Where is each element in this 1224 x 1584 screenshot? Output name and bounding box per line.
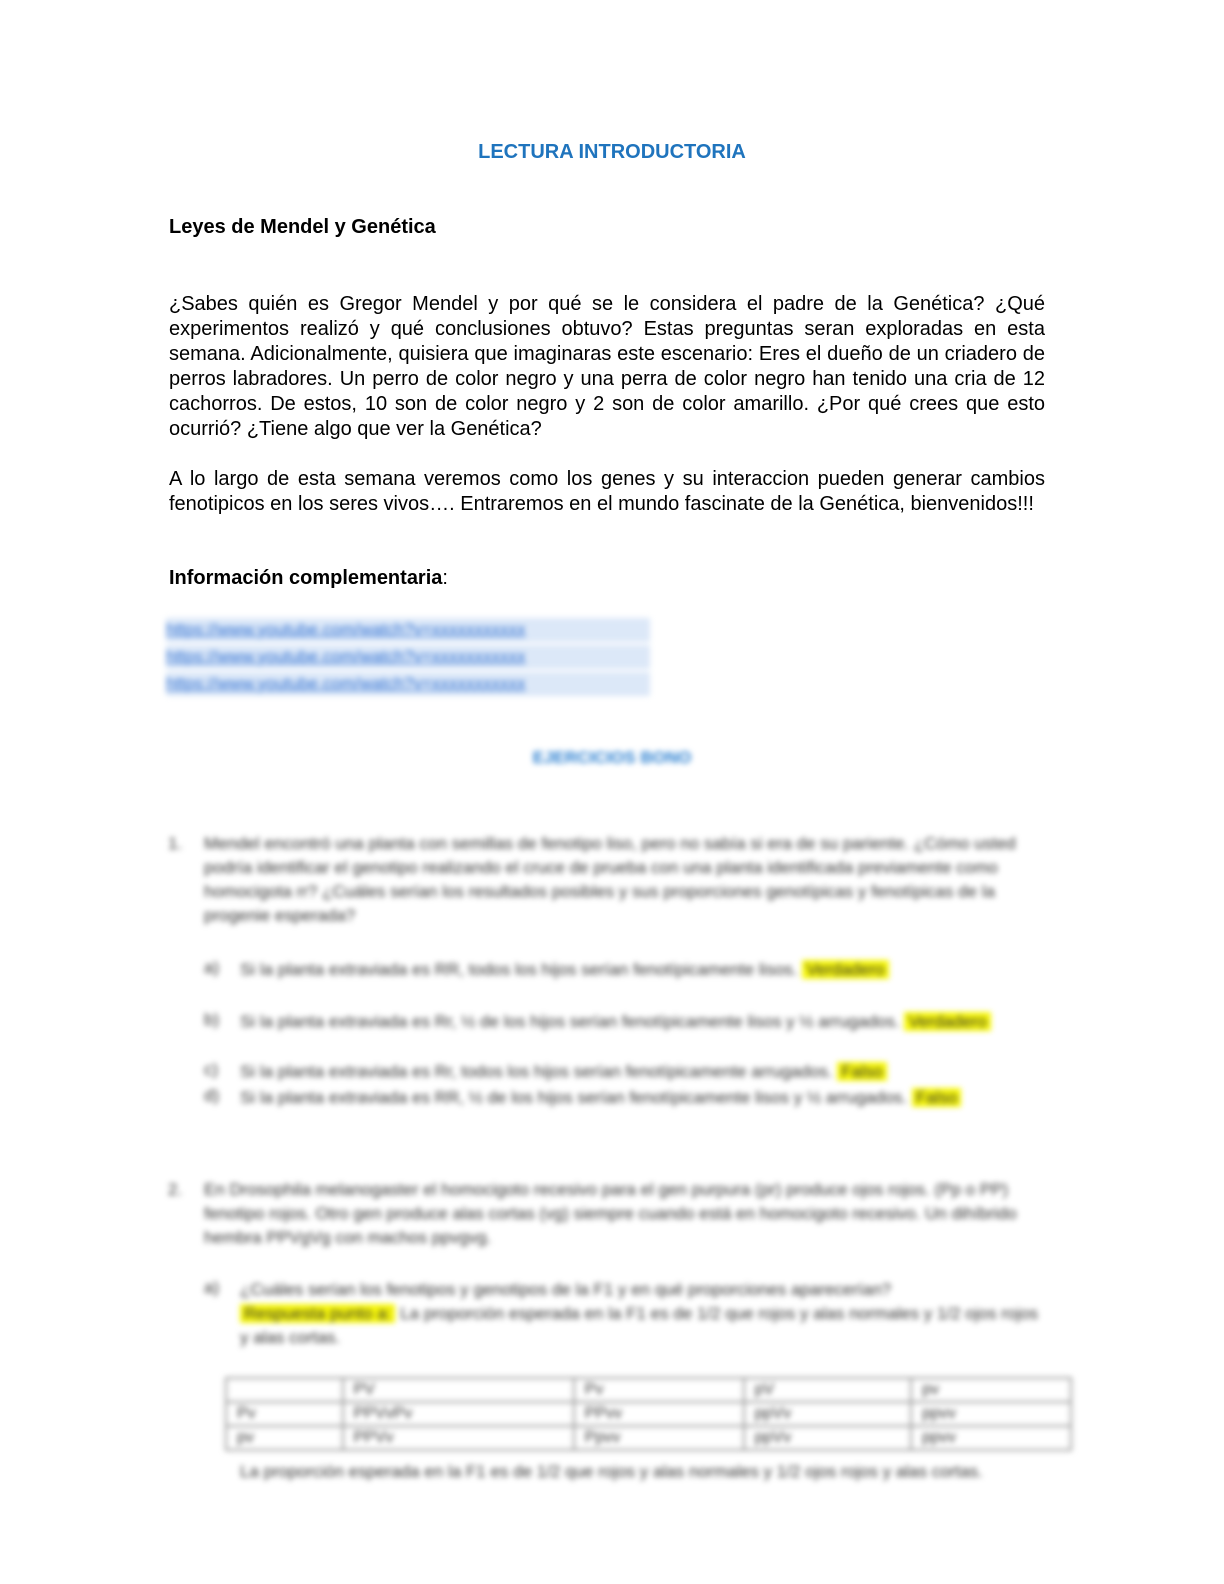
answer-text: La proporción esperada en la F1 es de 1/2 que rojos y alas normales y 1/2 ojos rojos y alas cortas. <box>240 1304 1039 1347</box>
table-cell: PV <box>343 1378 574 1402</box>
info-label: Información complementaria <box>169 567 443 589</box>
info-heading <box>169 567 448 590</box>
table-cell: ppvv <box>911 1426 1071 1450</box>
table-cell: ppvv <box>911 1402 1071 1426</box>
item-label: b) <box>204 1010 220 1029</box>
answer-label-highlight: Respuesta punto a: <box>240 1304 395 1323</box>
table-cell <box>226 1378 343 1402</box>
page-title: LECTURA INTRODUCTORIA <box>478 141 746 163</box>
table-cell: PPvv <box>574 1402 744 1426</box>
item-text <box>240 1010 1040 1034</box>
link-list <box>166 618 650 699</box>
conclusion-text: La proporción esperada en la F1 es de 1/2 que rojos y alas normales y 1/2 ojos rojos y alas cortas. <box>240 1462 983 1481</box>
item-statement: Si la planta extraviada es RR, todos los hijos serían fenotípicamente lisos. <box>240 960 798 979</box>
item-text <box>240 1060 1040 1084</box>
item-label: a) <box>204 958 220 977</box>
item-label: a) <box>204 1278 220 1297</box>
question-text: Mendel encontró una planta con semillas de fenotipo liso, pero no sabía si era de su pariente. ¿Cómo usted podría identificar el genotipo realizando el cruce de prueba con una planta identificada previamente como homocigota rr? ¿Cuáles serían los resultados posibles y sus proporciones genotípicas y fenotípicas de la progenie esperada? <box>204 834 1016 925</box>
question-text: En Drosophila melanogaster el homocigoto recesivo para el gen purpura (pr) produce ojos rojos. (Pp o PP) fenotipo rojos. Otro gen produce alas cortas (vg) siempre cuando está en homocigoto recesivo. Un dihíbrido hembra PPVgVg con machos ppvgvg. <box>204 1180 1017 1247</box>
item-text <box>240 958 1040 982</box>
table-row <box>226 1378 1071 1402</box>
table-cell: Pv <box>574 1378 744 1402</box>
table-cell: pV <box>744 1378 911 1402</box>
video-link[interactable]: https://www.youtube.com/watch?v=xxxxxxxxxxx <box>166 672 650 696</box>
video-link[interactable]: https://www.youtube.com/watch?v=xxxxxxxxxxx <box>166 645 650 669</box>
item-text <box>240 1086 1040 1110</box>
answer-highlight: Verdadero <box>802 960 888 979</box>
intro-paragraph-1: ¿Sabes quién es Gregor Mendel y por qué se le considera el padre de la Genética? ¿Qué experimentos realizó y qué conclusiones obtuvo? Estas preguntas seran exploradas en esta semana. Adicionalmente, quisiera que imaginaras este escenario: Eres el dueño de un criadero de perros labradores. Un perro de color negro y una perra de color negro han tenido una cria de 12 cachorros. De estos, 10 son de color negro y 2 son de color amarillo. ¿Por qué crees que esto ocurrió? ¿Tiene algo que ver la Genética? <box>169 293 1045 440</box>
exercises-title: EJERCICIOS BONO <box>532 748 692 767</box>
item-statement: Si la planta extraviada es Rr, todos los hijos serían fenotípicamente arrugados. <box>240 1062 833 1081</box>
table-cell: Pv <box>226 1402 343 1426</box>
intro-paragraph-2: A lo largo de esta semana veremos como los genes y su interaccion pueden generar cambios fenotipicos en los seres vivos…. Entraremos en el mundo fascinate de la Genética, bienvenidos!!! <box>169 468 1045 515</box>
punnett-table <box>225 1377 1072 1451</box>
table-cell: pv <box>226 1426 343 1450</box>
item-statement: ¿Cuáles serían los fenotipos y genotipos de la F1 y en qué proporciones aparecerían? <box>240 1280 892 1299</box>
section-heading: Leyes de Mendel y Genética <box>169 216 436 238</box>
item-label: c) <box>204 1060 219 1079</box>
table-cell: PPVv <box>343 1426 574 1450</box>
table-cell: Ppvv <box>574 1426 744 1450</box>
item-statement: Si la planta extraviada es Rr, ½ de los hijos serían fenotípicamente lisos y ½ arrugados. <box>240 1012 900 1031</box>
info-colon: : <box>442 567 448 589</box>
answer-highlight: Verdadero <box>904 1012 990 1031</box>
table-cell: ppVv <box>744 1402 911 1426</box>
table-cell: ppVv <box>744 1426 911 1450</box>
answer-highlight: Falso <box>912 1088 962 1107</box>
table-row <box>226 1402 1071 1426</box>
table-cell: PPVvPv <box>343 1402 574 1426</box>
item-text <box>240 1278 1040 1350</box>
table-row <box>226 1426 1071 1450</box>
table-cell: pv <box>911 1378 1071 1402</box>
item-label: d) <box>204 1086 220 1105</box>
video-link[interactable]: https://www.youtube.com/watch?v=xxxxxxxxxxx <box>166 618 650 642</box>
item-statement: Si la planta extraviada es RR, ½ de los hijos serían fenotípicamente lisos y ½ arrugados. <box>240 1088 908 1107</box>
question-number: 2. <box>168 1180 183 1199</box>
answer-highlight: Falso <box>837 1062 887 1081</box>
question-number: 1. <box>168 834 183 853</box>
